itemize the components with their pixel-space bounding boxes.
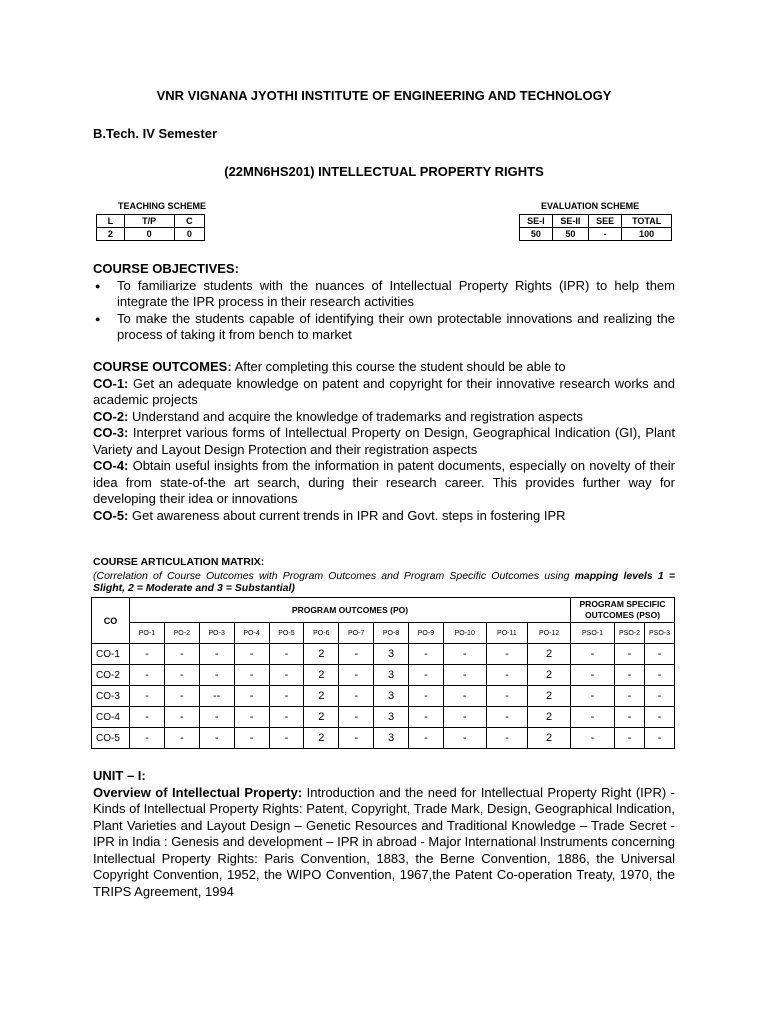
matrix-value-cell: 2 xyxy=(304,644,339,665)
matrix-value-cell: - xyxy=(234,707,269,728)
unit-1-section xyxy=(93,768,675,900)
outcome-item xyxy=(93,508,675,525)
matrix-value-cell: 2 xyxy=(304,686,339,707)
course-outcomes-intro: After completing this course the student should be able to xyxy=(231,359,566,374)
evaluation-header-cell: TOTAL xyxy=(622,215,672,228)
objectives-list xyxy=(93,278,675,344)
matrix-value-cell: - xyxy=(339,686,374,707)
matrix-value-cell: - xyxy=(130,707,165,728)
objective-item: ● To make the students capable of identifying their own protectable innovations and realizing the process of taking it from bench to market xyxy=(93,311,675,344)
outcome-item xyxy=(93,425,675,458)
matrix-value-cell: 3 xyxy=(374,665,409,686)
course-title: (22MN6HS201) INTELLECTUAL PROPERTY RIGHTS xyxy=(224,164,544,179)
institute-name: VNR VIGNANA JYOTHI INSTITUTE OF ENGINEERING AND TECHNOLOGY xyxy=(156,88,612,103)
teaching-scheme-table xyxy=(96,214,205,241)
matrix-value-cell: 2 xyxy=(528,644,571,665)
teaching-header-cell: C xyxy=(174,215,204,228)
unit-1-heading: UNIT – I: xyxy=(93,768,146,783)
outcome-text: Get an adequate knowledge on patent and copyright for their innovative research works and academic projects xyxy=(93,375,675,407)
po-column-header: PO-1 xyxy=(130,623,165,644)
matrix-value-cell: 2 xyxy=(528,707,571,728)
evaluation-value-cell: - xyxy=(588,228,621,241)
evaluation-scheme-value-row xyxy=(520,228,672,241)
matrix-value-cell: - xyxy=(443,728,486,749)
po-column-header: PO-10 xyxy=(443,623,486,644)
co-label-cell: CO-2 xyxy=(92,665,130,686)
matrix-value-cell: 2 xyxy=(304,665,339,686)
outcome-code: CO-4: xyxy=(93,458,129,473)
evaluation-value-cell: 100 xyxy=(622,228,672,241)
objective-item: ● To familiarize students with the nuances of Intellectual Property Rights (IPR) to help them integrate the IPR process in their research activities xyxy=(93,278,675,311)
matrix-value-cell: - xyxy=(130,644,165,665)
matrix-value-cell: - xyxy=(409,707,444,728)
matrix-value-cell: - xyxy=(164,707,199,728)
outcome-item xyxy=(93,458,675,508)
matrix-value-cell: - xyxy=(486,665,528,686)
matrix-value-cell: - xyxy=(645,728,675,749)
course-outcomes-section xyxy=(93,359,675,524)
matrix-value-cell: 3 xyxy=(374,644,409,665)
matrix-value-cell: 3 xyxy=(374,686,409,707)
unit-1-subheading: Overview of Intellectual Property: xyxy=(93,784,303,800)
teaching-scheme-value-row xyxy=(97,228,205,241)
po-column-header: PO-5 xyxy=(269,623,304,644)
matrix-value-cell: - xyxy=(409,644,444,665)
evaluation-scheme-header-row xyxy=(520,215,672,228)
matrix-value-cell: - xyxy=(409,728,444,749)
matrix-value-cell: - xyxy=(443,665,486,686)
matrix-value-cell: - xyxy=(234,728,269,749)
matrix-value-cell: - xyxy=(234,686,269,707)
matrix-value-cell: -- xyxy=(199,686,234,707)
matrix-value-cell: - xyxy=(615,686,645,707)
matrix-value-cell: 3 xyxy=(374,728,409,749)
matrix-value-cell: - xyxy=(164,644,199,665)
matrix-value-cell: - xyxy=(234,665,269,686)
matrix-value-cell: - xyxy=(486,686,528,707)
teaching-scheme-label: TEACHING SCHEME xyxy=(118,201,207,211)
pso-column-header: PSO-2 xyxy=(615,623,645,644)
evaluation-scheme-label: EVALUATION SCHEME xyxy=(541,201,640,211)
po-column-header: PO-4 xyxy=(234,623,269,644)
matrix-value-cell: - xyxy=(130,728,165,749)
evaluation-header-cell: SE-II xyxy=(552,215,588,228)
semester-label: B.Tech. IV Semester xyxy=(93,126,218,141)
outcome-text: Interpret various forms of Intellectual Property on Design, Geographical Indication (GI), Plant Variety and Layout Design Protection and their registration aspects xyxy=(93,425,675,457)
evaluation-header-cell: SEE xyxy=(588,215,621,228)
outcome-code: CO-5: xyxy=(93,507,129,523)
matrix-value-cell: - xyxy=(571,686,615,707)
matrix-value-cell: - xyxy=(130,665,165,686)
po-column-header: PO-12 xyxy=(528,623,571,644)
matrix-value-cell: - xyxy=(443,686,486,707)
po-column-header: PO-6 xyxy=(304,623,339,644)
co-label-cell: CO-3 xyxy=(92,686,130,707)
co-label-cell: CO-1 xyxy=(92,644,130,665)
matrix-note-bold: mapping levels 1 = Slight, 2 = Moderate and 3 = Substantial) xyxy=(93,570,675,594)
matrix-value-cell: - xyxy=(269,665,304,686)
outcome-item xyxy=(93,409,675,426)
matrix-value-cell: - xyxy=(571,728,615,749)
po-header-cell: PROGRAM OUTCOMES (PO) xyxy=(130,598,571,623)
outcome-code: CO-2: xyxy=(93,408,129,424)
outcome-code: CO-3: xyxy=(93,425,129,440)
matrix-value-cell: - xyxy=(615,707,645,728)
matrix-value-cell: - xyxy=(339,665,374,686)
matrix-note-main: (Correlation of Course Outcomes with Program Outcomes and Program Specific Outcomes using xyxy=(93,570,575,582)
table-row xyxy=(92,707,675,728)
matrix-value-cell: - xyxy=(615,665,645,686)
matrix-value-cell: - xyxy=(164,728,199,749)
evaluation-value-cell: 50 xyxy=(520,228,553,241)
matrix-value-cell: - xyxy=(645,644,675,665)
matrix-value-cell: 2 xyxy=(304,707,339,728)
matrix-header-row xyxy=(92,598,675,623)
matrix-value-cell: - xyxy=(615,644,645,665)
table-row xyxy=(92,728,675,749)
co-label-cell: CO-5 xyxy=(92,728,130,749)
teaching-value-cell: 0 xyxy=(124,228,174,241)
matrix-value-cell: - xyxy=(199,644,234,665)
matrix-value-cell: - xyxy=(486,707,528,728)
matrix-note xyxy=(93,570,675,594)
po-column-header: PO-2 xyxy=(164,623,199,644)
matrix-value-cell: - xyxy=(269,707,304,728)
po-column-header: PO-8 xyxy=(374,623,409,644)
unit-1-content xyxy=(93,785,675,901)
matrix-value-cell: - xyxy=(199,665,234,686)
matrix-value-cell: 2 xyxy=(528,728,571,749)
pso-column-header: PSO-1 xyxy=(571,623,615,644)
matrix-value-cell: - xyxy=(339,728,374,749)
matrix-value-cell: - xyxy=(615,728,645,749)
teaching-value-cell: 0 xyxy=(174,228,204,241)
evaluation-scheme-table xyxy=(519,214,672,241)
table-row xyxy=(92,665,675,686)
teaching-header-cell: T/P xyxy=(124,215,174,228)
matrix-value-cell: - xyxy=(645,686,675,707)
pso-header-cell: PROGRAM SPECIFIC OUTCOMES (PSO) xyxy=(571,598,675,623)
matrix-value-cell: - xyxy=(645,665,675,686)
matrix-value-cell: - xyxy=(339,707,374,728)
matrix-subheader-row xyxy=(92,623,675,644)
matrix-value-cell: - xyxy=(486,728,528,749)
table-row xyxy=(92,644,675,665)
course-objectives-heading: COURSE OBJECTIVES: xyxy=(93,261,239,276)
course-objectives-section xyxy=(93,261,675,344)
matrix-value-cell: - xyxy=(164,665,199,686)
matrix-value-cell: - xyxy=(571,707,615,728)
matrix-body xyxy=(92,644,675,749)
outcome-text: Obtain useful insights from the information in patent documents, especially on novelty of their idea from state-of-the art search, during their research career. This provides further way for developing their idea or innovations xyxy=(93,458,675,506)
co-header-cell: CO xyxy=(92,598,130,644)
table-row xyxy=(92,686,675,707)
matrix-value-cell: - xyxy=(443,707,486,728)
po-column-header: PO-9 xyxy=(409,623,444,644)
articulation-matrix-table xyxy=(91,597,675,749)
matrix-value-cell: - xyxy=(269,728,304,749)
course-outcomes-intro-line xyxy=(93,359,675,376)
matrix-value-cell: - xyxy=(443,644,486,665)
matrix-value-cell: - xyxy=(571,644,615,665)
matrix-value-cell: 2 xyxy=(304,728,339,749)
matrix-value-cell: - xyxy=(269,686,304,707)
pso-column-header: PSO-3 xyxy=(645,623,675,644)
matrix-value-cell: 2 xyxy=(528,665,571,686)
matrix-value-cell: 3 xyxy=(374,707,409,728)
outcome-code: CO-1: xyxy=(93,375,129,391)
po-column-header: PO-7 xyxy=(339,623,374,644)
po-column-header: PO-3 xyxy=(199,623,234,644)
matrix-value-cell: - xyxy=(409,665,444,686)
outcome-item xyxy=(93,376,675,409)
teaching-header-cell: L xyxy=(97,215,125,228)
matrix-value-cell: - xyxy=(339,644,374,665)
matrix-value-cell: - xyxy=(645,707,675,728)
teaching-scheme-header-row xyxy=(97,215,205,228)
matrix-value-cell: 2 xyxy=(528,686,571,707)
evaluation-header-cell: SE-I xyxy=(520,215,553,228)
outcome-text: Understand and acquire the knowledge of trademarks and registration aspects xyxy=(128,408,583,424)
teaching-value-cell: 2 xyxy=(97,228,125,241)
matrix-value-cell: - xyxy=(199,707,234,728)
po-column-header: PO-11 xyxy=(486,623,528,644)
co-label-cell: CO-4 xyxy=(92,707,130,728)
matrix-value-cell: - xyxy=(409,686,444,707)
evaluation-value-cell: 50 xyxy=(552,228,588,241)
matrix-value-cell: - xyxy=(199,728,234,749)
matrix-value-cell: - xyxy=(234,644,269,665)
matrix-value-cell: - xyxy=(269,644,304,665)
matrix-value-cell: - xyxy=(164,686,199,707)
course-outcomes-heading: COURSE OUTCOMES: xyxy=(93,359,232,374)
matrix-value-cell: - xyxy=(571,665,615,686)
matrix-value-cell: - xyxy=(486,644,528,665)
outcome-text: Get awareness about current trends in IPR and Govt. steps in fostering IPR xyxy=(128,507,566,523)
unit-1-text: Introduction and the need for Intellectual Property Right (IPR) - Kinds of Intellectual Property Rights: Patent, Copyright, Trade Mark, Design, Geographical Indication, Plant Varieties and Layout Design – Genetic Resources and Traditional Knowledge – Trade Secret - IPR in India : Genesis and development – IPR in abroad - Major International Instruments concerning Intellectual Property Rights: Paris Convention, 1883, the Berne Convention, 1886, the Universal Copyright Convention, 1952, the WIPO Convention, 1967,the Patent Co-operation Treaty, 1970, the TRIPS Agreement, 1994 xyxy=(93,784,675,899)
matrix-value-cell: - xyxy=(130,686,165,707)
matrix-title: COURSE ARTICULATION MATRIX: xyxy=(93,556,265,568)
